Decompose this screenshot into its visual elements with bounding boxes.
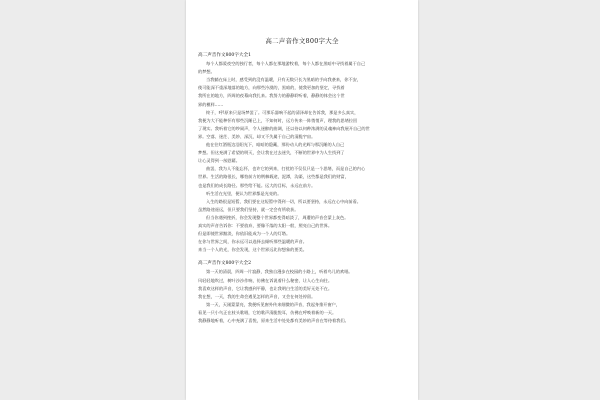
paragraph-line: 梦想。但这充满了希望的明灭，会让我在过去迷失，不断的世界中为人生找到了 [198,150,345,156]
paragraph-line: 入生的路很是短暂，我们要在这短暂中得到一切，所以要坚持，永远在心中向前看。 [206,198,361,204]
paragraph-line: 但是即使世界黯淡，你依旧能成为一个人的灯塔。 [198,231,291,237]
paragraph-line: 使可能深不重深地落的地方，向那些冷漠的，黑暗的，使我更加的坚定，寻找着 [198,85,345,91]
section-heading: 高二声音作文800字大全2 [198,261,252,267]
paragraph-line: 在你与世界之间，你永远可以选择去倾听那些温暖的声音。 [198,239,307,245]
paragraph-line: 我在想，一天，我的生命会遇见怎样的声音，又会在何处停留。 [198,293,316,299]
paragraph-line: 终于，呼!原来只是场梦罢了。可那乐器响不起的清泽却在告诉我，那是多么真实， [206,109,359,115]
paragraph-line: 看见一只小鸟正在枝头歌唱，它的歌声清脆悦耳，仿佛在呼唤着新的一天。 [198,309,337,315]
section-heading: 高二声音作文800字大全1 [198,53,252,58]
paragraph-line: 世界。生活的路很长，哪怕前方的荆棘载途，泥潭，沟渠，这些都是我们的财富， [198,174,349,180]
paragraph-line: 风轻轻地吹过，树叶沙沙作响，仿佛在诉说着什么秘密，让人心生向往。 [198,277,333,283]
paragraph-line: 他在往红酒瓶边沿阳光下，暗暗的隐藏，那份动人的光辉与那沉睡的人自己 [206,142,345,148]
paragraph-line: 听生活在光里，便认为世界都是光亮的。 [206,190,282,196]
paragraph-line: 也是我们的成长路径。那些给不能。远大的目标，永远在前方。 [198,182,316,188]
page-title: 高二声音作文800字大全 [265,37,339,45]
paragraph-line: 虽然路途遥远，但只要我们坚持，就一定会有所收获。 [198,206,299,212]
document-page [186,0,418,400]
paragraph-line: 的梦想。 [198,69,215,75]
paragraph-line: 我喜欢这样的声音，它让我感到平静，也让我明白生活的美好无处不在。 [198,285,333,291]
document-body [198,52,402,325]
paragraph-line: 第一天的清晨，四周一片寂静，我独自漫步在校园的小路上，听着鸟儿的欢唱。 [206,269,353,275]
paragraph-line: 界的模样…… [198,101,224,107]
paragraph-line: 了现实。我听着它的吵闹声，令人迷醉的曲调，还以待以何种浓满的灵魂神向我展开自己的世 [198,125,370,131]
paragraph-line: 我所在的地方，四周的夜幕向我扎来。我努力的静静聆听着，静静的体会这个世 [198,93,345,99]
paragraph-line: 曲罢，我为人不能忘怀，也许它的到来，打扰的不仅仅只是一个思绪，而是自己的内心 [206,166,366,172]
paragraph-line: 真实的声音告诉你：不要放弃，要像不落的太阳一般，照亮自己的世界。 [198,222,333,228]
paragraph-line: 让心灵得到一丝慰藉。 [198,158,240,164]
paragraph-line: 我便为大不能种怀有那些沉睡已上，不知何时，远方传来一阵悄悄声，理我的思绪拉回 [198,117,358,123]
paragraph-line: 第一天，天刚蒙蒙亮，我便听见窗外传来细微的声音，我起身推开窗户， [206,301,341,307]
paragraph-line: 界。空落、迷茫、美妙、深沉，却又不失属于自己的清脆宇宙。 [198,133,316,139]
paragraph-line: 但当你遇到挫折，你会发现整个世界都变得暗淡了，周遭的声音会蒙上灰色。 [206,214,349,220]
paragraph-line: 来当一个人的光，你会发现，这个世界远比你想象的要美。 [198,247,307,253]
paragraph-line: 每个人都爱夜空的独行者，每个人都在那地游牧着，每个人都在黑暗中寻找着属于自己 [206,61,366,67]
paragraph-line: 我静静地听着，心中充满了喜悦，原来生活中处处都有美妙的声音在等待着我们。 [198,318,349,323]
paragraph-line: 当我躺在床上时，感受到的没有温暖，只有无数只长为黑暗的手向我袭来，你不安， [206,77,361,83]
